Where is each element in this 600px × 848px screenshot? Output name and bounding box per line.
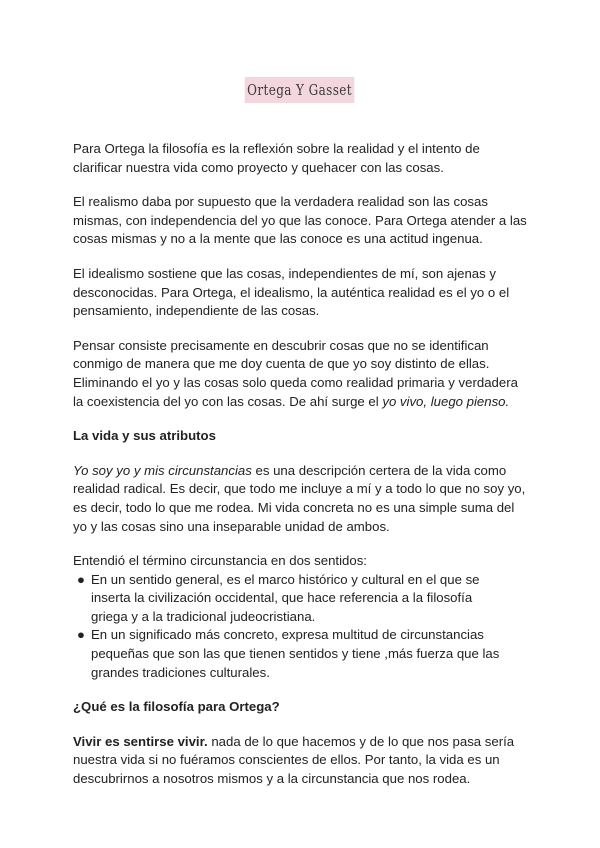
text-line: desconocidas. Para Ortega, el idealismo, la auténtica realidad es el yo o el (73, 284, 510, 300)
document-title: Ortega Y Gasset (245, 77, 355, 103)
text-line: El idealismo sostiene que las cosas, independientes de mí, son ajenas y (73, 265, 496, 281)
text-line (73, 393, 533, 412)
bullet-list (73, 571, 533, 683)
bullet-icon: ● (77, 571, 85, 587)
list-item (73, 626, 533, 682)
italic-quote: Yo soy yo y mis circunstancias (73, 462, 252, 478)
italic-quote: yo vivo, luego pienso. (382, 393, 510, 409)
paragraph-realism (73, 193, 533, 249)
text-line: nuestra vida si no fuéramos conscientes de ellos. Por tanto, la vida es un (73, 752, 500, 768)
section-heading-philosophy: ¿Qué es la filosofía para Ortega? (73, 699, 280, 715)
text-line: realidad radical. Es decir, que todo me incluye a mí y a todo lo que no soy yo, (73, 481, 526, 497)
text-line: grandes tradiciones culturales. (91, 664, 270, 680)
text-run: es una descripción certera de la vida como (251, 462, 507, 478)
section-heading-life: La vida y sus atributos (73, 428, 216, 444)
title-wrap (0, 77, 600, 103)
text-line: pensamiento, independiente de las cosas. (73, 303, 320, 319)
text-line (73, 733, 533, 752)
text-line: Eliminando el yo y las cosas solo queda como realidad primaria y verdadera (73, 374, 518, 390)
text-line: conmigo de manera que me doy cuenta de que yo soy distinto de ellas. (73, 356, 490, 372)
paragraph-philosophy-definition (73, 140, 533, 177)
text-line: En un significado más concreto, expresa multitud de circunstancias (91, 627, 484, 643)
text-line: inserta la civilización occidental, que hace referencia a la filosofía (91, 590, 473, 606)
paragraph-thinking (73, 337, 533, 411)
text-line: es decir, todo lo que me rodea. Mi vida concreta no es una simple suma del (73, 499, 515, 515)
text-line: pequeñas que son las que tienen sentidos y tiene ,más fuerza que las (91, 646, 500, 662)
bullet-icon: ● (77, 627, 85, 643)
text-line: En un sentido general, es el marco histórico y cultural en el que se (91, 571, 480, 587)
text-line: Para Ortega la filosofía es la reflexión sobre la realidad y el intento de (73, 141, 480, 156)
text-line: clarificar nuestra vida como proyecto y quehacer con las cosas. (73, 159, 444, 175)
text-line: griega y a la tradicional judeocristiana. (91, 608, 316, 624)
text-line: Entendió el término circunstancia en dos sentidos: (73, 553, 367, 569)
paragraph-two-senses (73, 552, 533, 571)
paragraph-circumstances (73, 462, 533, 536)
text-line: cosas mismas y no a la mente que las conoce es una actitud ingenua. (73, 231, 483, 247)
paragraph-living (73, 733, 533, 789)
text-line: descubrirnos a nosotros mismos y a la circunstancia que nos rodea. (73, 771, 471, 787)
list-item (73, 571, 533, 627)
text-line: El realismo daba por supuesto que la verdadera realidad son las cosas (73, 194, 488, 210)
text-run: la coexistencia del yo con las cosas. De ahí surge el (73, 393, 383, 409)
text-line: Pensar consiste precisamente en descubrir cosas que no se identifican (73, 337, 489, 353)
text-line: mismas, con independencia del yo que las conoce. Para Ortega atender a las (73, 212, 527, 228)
bold-phrase: Vivir es sentirse vivir. (73, 733, 208, 749)
text-line: yo y las cosas sino una inseparable unidad de ambos. (73, 518, 390, 534)
paragraph-idealism (73, 265, 533, 321)
document-body (73, 140, 533, 805)
text-line (73, 462, 533, 481)
text-run: nada de lo que hacemos y de lo que nos pasa sería (207, 733, 515, 749)
